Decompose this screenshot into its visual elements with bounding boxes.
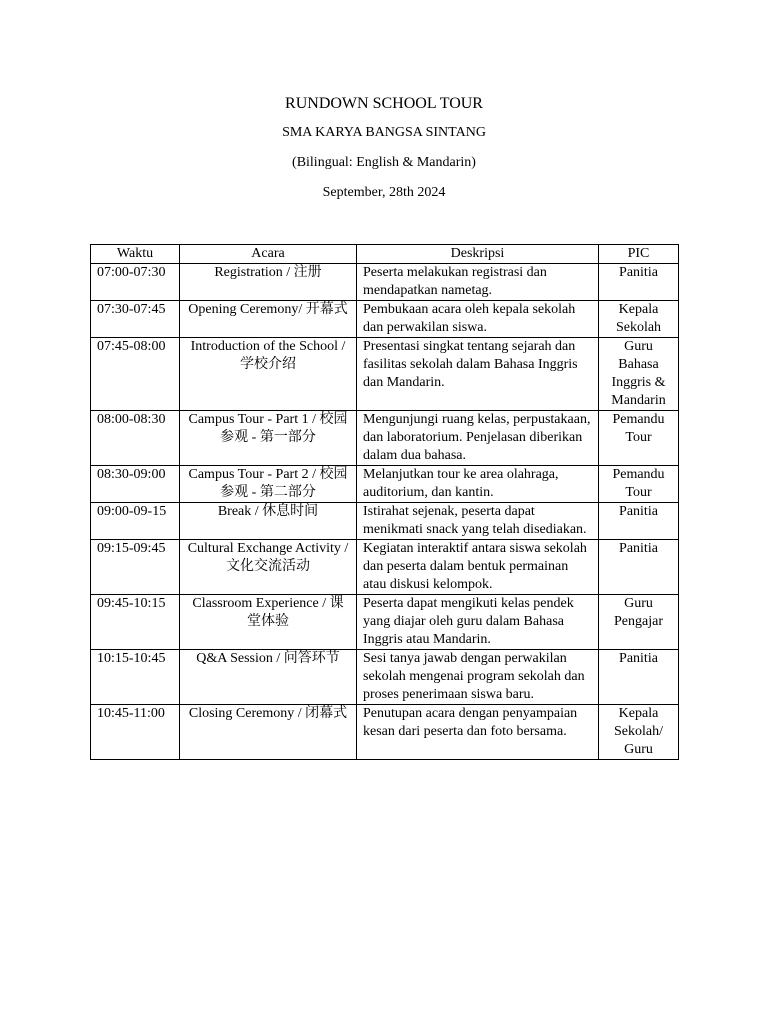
document-title: RUNDOWN SCHOOL TOUR xyxy=(285,95,483,112)
header-time: Waktu xyxy=(91,245,180,264)
row-description: Pembukaan acara oleh kepala sekolah dan perwakilan siswa. xyxy=(357,301,599,338)
row-activity: Campus Tour - Part 2 / 校园参观 - 第二部分 xyxy=(180,466,357,503)
bilingual-note: (Bilingual: English & Mandarin) xyxy=(292,155,476,170)
header-activity: Acara xyxy=(180,245,357,264)
table-row xyxy=(91,301,679,338)
row-description: Penutupan acara dengan penyampaian kesan dari peserta dan foto bersama. xyxy=(357,705,599,760)
header-pic: PIC xyxy=(599,245,679,264)
row-pic: Panitia xyxy=(599,540,679,595)
row-activity: Closing Ceremony / 闭幕式 xyxy=(180,705,357,760)
row-activity: Classroom Experience / 课堂体验 xyxy=(180,595,357,650)
table-header-row xyxy=(91,245,679,264)
table-row xyxy=(91,595,679,650)
row-pic: Kepala Sekolah/ Guru xyxy=(599,705,679,760)
row-activity: Registration / 注册 xyxy=(180,264,357,301)
row-activity: Campus Tour - Part 1 / 校园参观 - 第一部分 xyxy=(180,411,357,466)
row-pic: Panitia xyxy=(599,264,679,301)
table-row xyxy=(91,503,679,540)
row-description: Sesi tanya jawab dengan perwakilan sekolah mengenai program sekolah dan proses penerimaan siswa baru. xyxy=(357,650,599,705)
row-activity: Opening Ceremony/ 开幕式 xyxy=(180,301,357,338)
event-date: September, 28th 2024 xyxy=(322,185,446,200)
row-activity: Break / 休息时间 xyxy=(180,503,357,540)
table-row xyxy=(91,650,679,705)
table-row xyxy=(91,338,679,411)
school-name: SMA KARYA BANGSA SINTANG xyxy=(282,125,486,140)
row-time: 08:00-08:30 xyxy=(91,411,180,466)
row-pic: Guru Pengajar xyxy=(599,595,679,650)
row-time: 07:30-07:45 xyxy=(91,301,180,338)
row-pic: Panitia xyxy=(599,650,679,705)
row-description: Istirahat sejenak, peserta dapat menikmati snack yang telah disediakan. xyxy=(357,503,599,540)
row-pic: Guru Bahasa Inggris & Mandarin xyxy=(599,338,679,411)
row-time: 09:45-10:15 xyxy=(91,595,180,650)
row-time: 10:45-11:00 xyxy=(91,705,180,760)
row-time: 08:30-09:00 xyxy=(91,466,180,503)
document-header xyxy=(0,94,768,202)
row-pic: Kepala Sekolah xyxy=(599,301,679,338)
row-time: 09:15-09:45 xyxy=(91,540,180,595)
row-description: Mengunjungi ruang kelas, perpustakaan, dan laboratorium. Penjelasan diberikan dalam dua bahasa. xyxy=(357,411,599,466)
row-time: 10:15-10:45 xyxy=(91,650,180,705)
rundown-table xyxy=(90,244,679,760)
header-description: Deskripsi xyxy=(357,245,599,264)
row-time: 09:00-09-15 xyxy=(91,503,180,540)
row-description: Presentasi singkat tentang sejarah dan fasilitas sekolah dalam Bahasa Inggris dan Mandarin. xyxy=(357,338,599,411)
row-pic: Panitia xyxy=(599,503,679,540)
row-activity: Introduction of the School / 学校介绍 xyxy=(180,338,357,411)
table-row xyxy=(91,705,679,760)
table-row xyxy=(91,411,679,466)
row-description: Peserta melakukan registrasi dan mendapatkan nametag. xyxy=(357,264,599,301)
row-pic: Pemandu Tour xyxy=(599,411,679,466)
table-row xyxy=(91,466,679,503)
table-row xyxy=(91,540,679,595)
row-activity: Q&A Session / 问答环节 xyxy=(180,650,357,705)
table-row xyxy=(91,264,679,301)
row-description: Kegiatan interaktif antara siswa sekolah dan peserta dalam bentuk permainan atau diskusi kelompok. xyxy=(357,540,599,595)
row-activity: Cultural Exchange Activity / 文化交流活动 xyxy=(180,540,357,595)
row-description: Melanjutkan tour ke area olahraga, auditorium, dan kantin. xyxy=(357,466,599,503)
row-time: 07:00-07:30 xyxy=(91,264,180,301)
row-pic: Pemandu Tour xyxy=(599,466,679,503)
row-description: Peserta dapat mengikuti kelas pendek yang diajar oleh guru dalam Bahasa Inggris atau Mandarin. xyxy=(357,595,599,650)
row-time: 07:45-08:00 xyxy=(91,338,180,411)
